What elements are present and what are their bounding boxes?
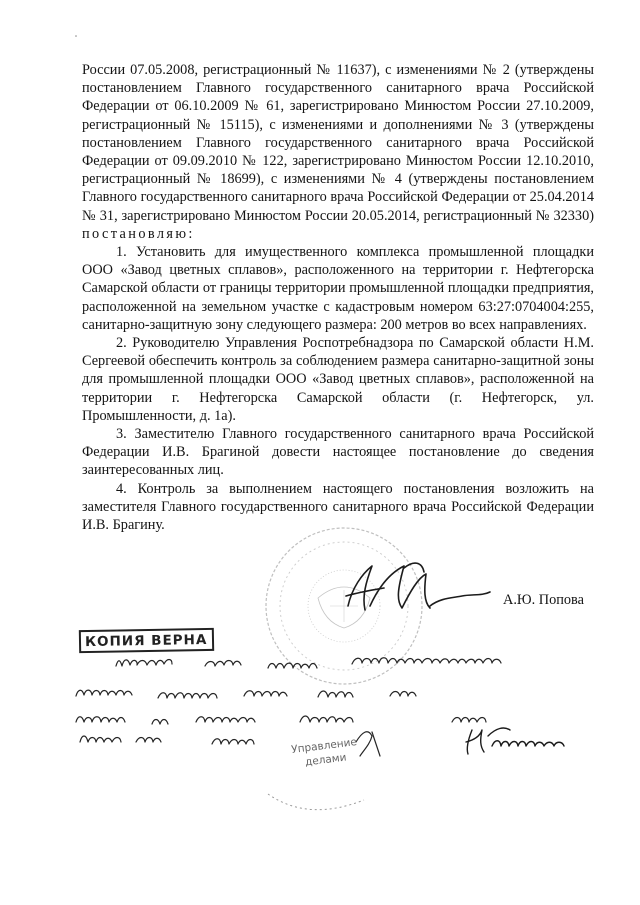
resolve-word: постановляю:: [82, 225, 195, 242]
copy-true-stamp: КОПИЯ ВЕРНА: [79, 628, 215, 653]
intro-text: России 07.05.2008, регистрационный № 11637), с изменениями № 2 (утверждены постановлением Главного государственного санитарного врача Российской Федерации от 06.10.2009 № 61, зарегистрировано Минюстом России 27.10.2009, регистрационный № 15115), с изменениями и дополнениями № 3 (утверждены постановлением Главного государственного санитарного врача Российской Федерации от 09.09.2010 № 122, зарегистрировано Минюстом России 12.10.2010, регистрационный № 18699), с изменениями № 4 (утверждены постановлением Главного государственного санитарного врача Российской Федерации от 25.04.2014 № 31, зарегистрировано Минюстом России 20.05.2014, регистрационный № 32330): [82, 62, 594, 224]
department-stamp-arc: [268, 794, 364, 810]
item-4: 4. Контроль за выполнением настоящего постановления возложить на заместителя Главного государственного санитарного врача Российской Федерации И.В. Брагину.: [82, 480, 594, 534]
department-stamp-line1: Управление: [290, 736, 358, 757]
scan-speck: [75, 35, 77, 37]
department-stamp-line2: делами: [304, 751, 348, 769]
signature-certifier: [466, 728, 564, 754]
signatory-name: А.Ю. Попова: [503, 592, 584, 608]
item-3: 3. Заместителю Главного государственного санитарного врача Российской Федерации И.В. Брагиной довести настоящее постановление до сведения заинтересованных лиц.: [82, 426, 594, 479]
handwritten-certification: [76, 658, 501, 756]
signature-popova: [346, 563, 490, 610]
item-1: 1. Установить для имущественного комплекса промышленной площадки ООО «Завод цветных сплавов», расположенного на территории г. Нефтегорска Самарской области от границы территории промышленной площадки предприятия, расположенной на земельном участке с кадастровым номером 63:27:0704004:255, санитарно-защитную зону следующего размера: 200 метров во всех направлениях.: [82, 244, 594, 333]
item-2: 2. Руководителю Управления Роспотребнадзора по Самарской области Н.М. Сергеевой обеспечить контроль за соблюдением размера санитарно-защитной зоны для промышленной площадки ООО «Завод цветных сплавов», расположенной на территории г. Нефтегорска Самарской области (г. Нефтегорск, ул. Промышленности, д. 1а).: [82, 335, 594, 424]
